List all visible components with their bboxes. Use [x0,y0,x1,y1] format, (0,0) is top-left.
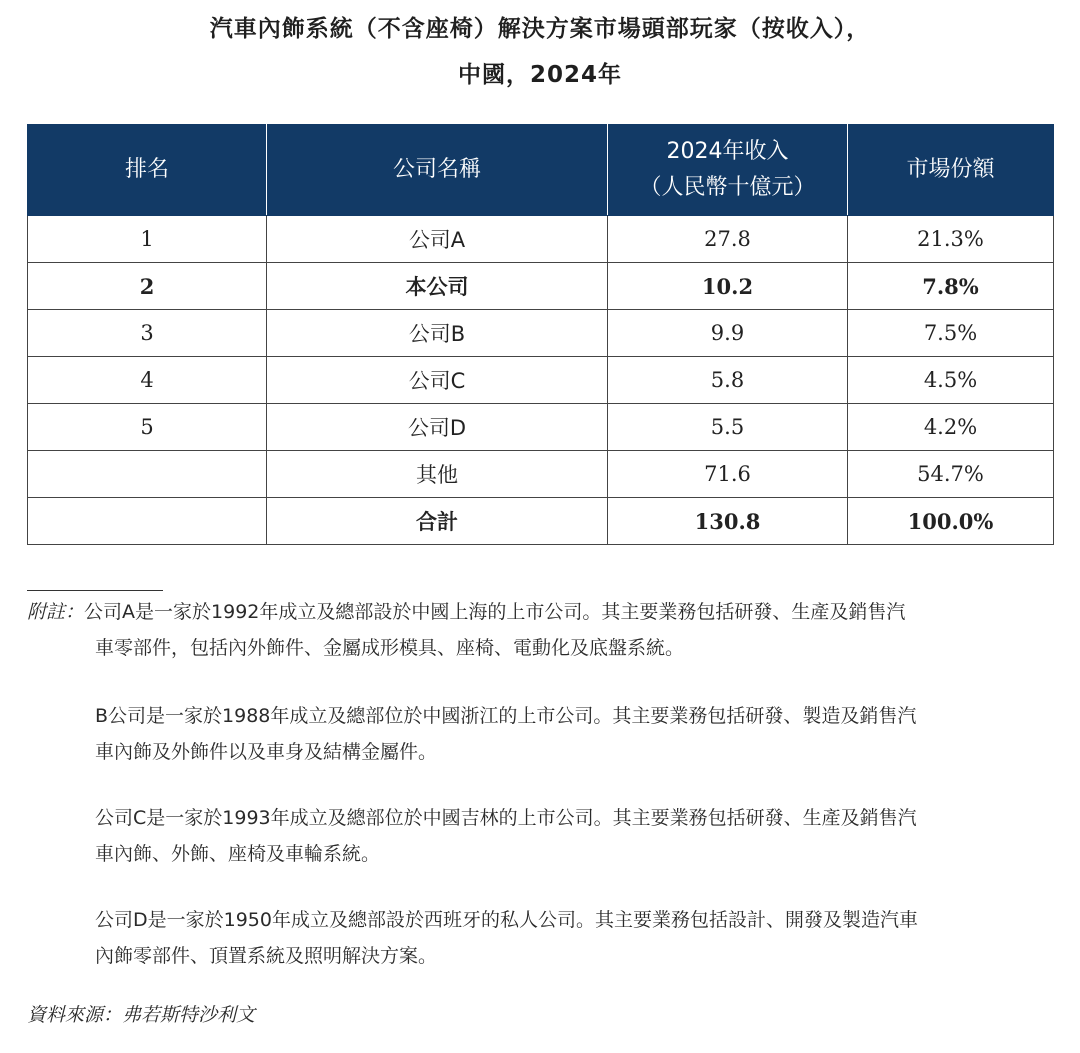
header-company: 公司名稱 [267,125,608,216]
rank-cell [28,451,267,498]
revenue-cell: 71.6 [608,451,848,498]
page-subtitle: 中國，2024年 [457,62,622,88]
footnote-label: 附註： [27,601,85,623]
share-cell: 54.7% [848,451,1054,498]
footnote-line: 公司D是一家於1950年成立及總部設於西班牙的私人公司。其主要業務包括設計、開發及製造汽車 [95,909,918,931]
footnote-line: B公司是一家於1988年成立及總部位於中國浙江的上市公司。其主要業務包括研發、製造及銷售汽 [95,705,917,727]
footnote-line: 車內飾及外飾件以及車身及結構金屬件。 [95,741,438,763]
table-row [28,357,1054,404]
header-rank: 排名 [28,125,267,216]
market-share-table [27,124,1054,545]
source-citation: 資料來源：弗若斯特沙利文 [27,1004,256,1026]
company-cell: 公司C [267,357,608,404]
rank-cell [28,498,267,545]
company-cell: 其他 [267,451,608,498]
table-total-row [28,498,1054,545]
revenue-cell: 27.8 [608,216,848,263]
revenue-cell: 5.5 [608,404,848,451]
footnote-divider [27,590,163,591]
share-cell: 4.5% [848,357,1054,404]
footnote-company-c [95,800,1065,872]
rank-cell: 3 [28,310,267,357]
footnote-company-d [95,902,1065,974]
header-share: 市場份額 [848,125,1054,216]
footnote-line: 內飾零部件、頂置系統及照明解決方案。 [95,945,438,967]
footnote-line: 車內飾、外飾、座椅及車輪系統。 [95,843,381,865]
header-revenue-line1: 2024年收入 [666,139,789,164]
share-cell: 7.8% [848,263,1054,310]
rank-cell: 2 [28,263,267,310]
revenue-cell: 130.8 [608,498,848,545]
company-cell: 合計 [267,498,608,545]
table-row [28,404,1054,451]
footnote-line: 車零部件，包括內外飾件、金屬成形模具、座椅、電動化及底盤系統。 [95,637,685,659]
rank-cell: 5 [28,404,267,451]
table-header-row [28,125,1054,216]
rank-cell: 1 [28,216,267,263]
footnote-line [27,594,1067,630]
company-cell: 公司B [267,310,608,357]
revenue-cell: 9.9 [608,310,848,357]
header-revenue-line2: （人民幣十億元） [639,175,816,200]
revenue-cell: 10.2 [608,263,848,310]
footnote-line: 公司C是一家於1993年成立及總部位於中國吉林的上市公司。其主要業務包括研發、生產及銷售汽 [95,807,917,829]
header-revenue [608,125,848,216]
share-cell: 4.2% [848,404,1054,451]
revenue-cell: 5.8 [608,357,848,404]
footnote-text: 公司A是一家於1992年成立及總部設於中國上海的上市公司。其主要業務包括研發、生產及銷售汽 [84,601,906,623]
footnote-company-b [95,698,1065,770]
table-row [28,310,1054,357]
company-cell: 公司A [267,216,608,263]
table-row [28,216,1054,263]
company-cell: 本公司 [267,263,608,310]
rank-cell: 4 [28,357,267,404]
page-title: 汽車內飾系統（不含座椅）解決方案市場頭部玩家（按收入）， [209,16,871,42]
footnote-company-a [27,594,1067,666]
table-row-highlight [28,263,1054,310]
share-cell: 21.3% [848,216,1054,263]
company-cell: 公司D [267,404,608,451]
table-row [28,451,1054,498]
share-cell: 7.5% [848,310,1054,357]
share-cell: 100.0% [848,498,1054,545]
